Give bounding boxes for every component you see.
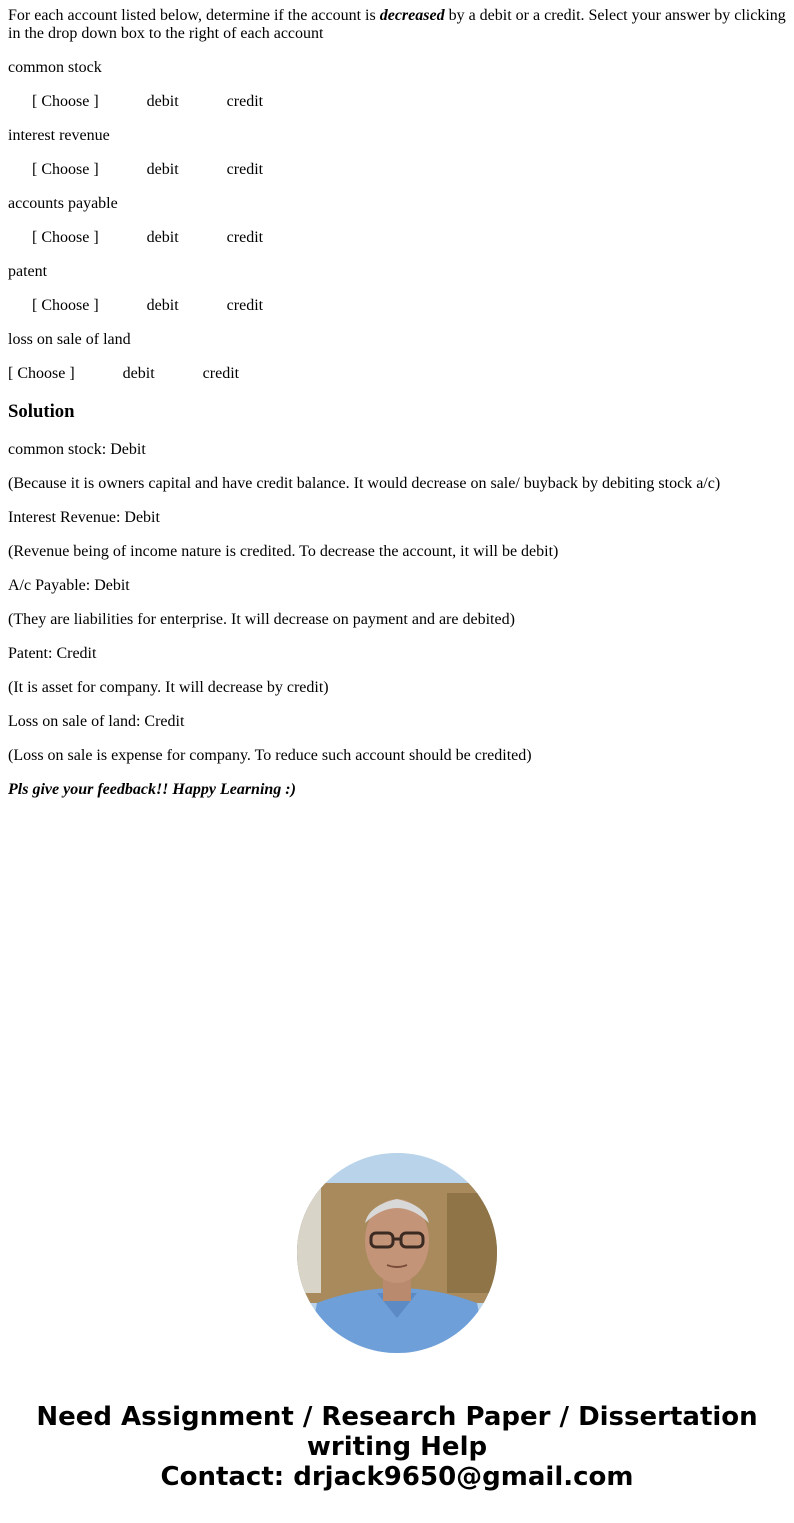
account-options	[8, 365, 788, 383]
avatar-portrait-icon	[297, 1153, 497, 1353]
debit-option[interactable]: debit	[146, 229, 179, 246]
solution-line: (It is asset for company. It will decrease by credit)	[8, 679, 329, 696]
debit-option[interactable]: debit	[146, 297, 179, 314]
account-name: interest revenue	[8, 127, 110, 144]
banner-contact-line: Contact: drjack9650@gmail.com	[160, 1462, 634, 1492]
solution-line: A/c Payable: Debit	[8, 577, 130, 594]
account-options	[8, 229, 788, 247]
intro-text-after: by a debit or a credit. Select your answer by clicking in the drop down box to the right of each account	[8, 7, 786, 42]
choose-dropdown[interactable]: [ Choose ]	[32, 161, 99, 178]
account-options	[8, 93, 788, 111]
choose-dropdown[interactable]: [ Choose ]	[8, 365, 75, 382]
account-options	[8, 161, 788, 179]
debit-option[interactable]: debit	[146, 93, 179, 110]
credit-option[interactable]: credit	[226, 161, 264, 178]
credit-option[interactable]: credit	[226, 297, 264, 314]
banner-line: writing Help	[306, 1432, 488, 1462]
solution-line: Interest Revenue: Debit	[8, 509, 160, 526]
credit-option[interactable]: credit	[226, 229, 264, 246]
choose-dropdown[interactable]: [ Choose ]	[32, 93, 99, 110]
choose-dropdown[interactable]: [ Choose ]	[32, 229, 99, 246]
banner-line: Need Assignment / Research Paper / Dissertation	[36, 1402, 758, 1432]
feedback-note: Pls give your feedback!! Happy Learning :)	[8, 781, 296, 798]
credit-option[interactable]: credit	[202, 365, 240, 382]
solution-line: (Because it is owners capital and have credit balance. It would decrease on sale/ buyback by debiting stock a/c)	[8, 475, 721, 492]
credit-option[interactable]: credit	[226, 93, 264, 110]
choose-dropdown[interactable]: [ Choose ]	[32, 297, 99, 314]
solution-line: Patent: Credit	[8, 645, 97, 662]
solution-line: common stock: Debit	[8, 441, 146, 458]
account-options	[8, 297, 788, 315]
document-body	[8, 7, 788, 815]
debit-option[interactable]: debit	[146, 161, 179, 178]
solution-line: Loss on sale of land: Credit	[8, 713, 185, 730]
account-name: loss on sale of land	[8, 331, 131, 348]
question-intro	[8, 7, 788, 43]
account-name: accounts payable	[8, 195, 118, 212]
solution-line: (Revenue being of income nature is credited. To decrease the account, it will be debit)	[8, 543, 559, 560]
intro-text-before: For each account listed below, determine if the account is	[8, 7, 380, 24]
account-name: patent	[8, 263, 48, 280]
intro-emphasis: decreased	[379, 7, 445, 24]
avatar	[297, 1153, 497, 1353]
solution-line: (They are liabilities for enterprise. It will decrease on payment and are debited)	[8, 611, 515, 628]
account-name: common stock	[8, 59, 102, 76]
solution-line: (Loss on sale is expense for company. To reduce such account should be credited)	[8, 747, 532, 764]
solution-heading: Solution	[8, 401, 75, 422]
contact-banner	[0, 1402, 794, 1492]
debit-option[interactable]: debit	[122, 365, 155, 382]
